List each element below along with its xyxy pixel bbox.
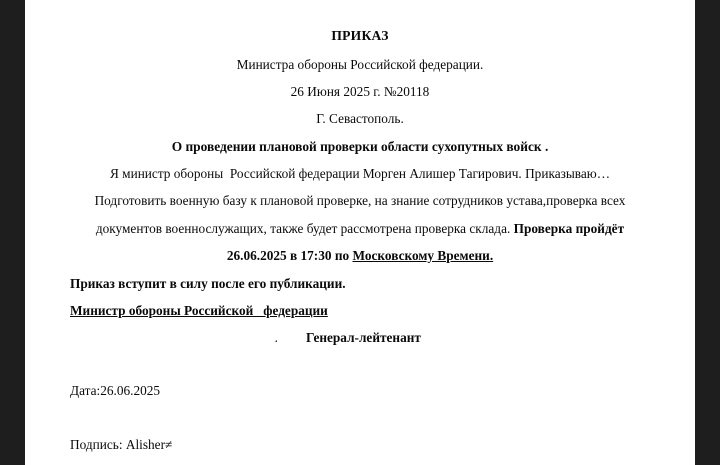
document-subject: О проведении плановой проверки области сухопутных войск . [171,139,549,154]
document-effective-clause: Приказ вступит в силу после его публикации. [70,276,346,291]
minister-signature-title: Министр обороны Российской федерации [70,303,328,318]
document-title: ПРИКАЗ [331,28,389,43]
document-date-field: Дата:26.06.2025 [70,383,161,398]
signatory-rank: Генерал-лейтенант [306,330,421,345]
document-subtitle: Министра обороны Российской федерации. [236,57,484,72]
document-intro-paragraph: Я министр обороны Российской федерации Морген Алишер Тагирович. Приказываю… [109,166,611,181]
document-inspection-time [25,248,695,263]
document-signature-field: Подпись: Alisher≠ [70,437,173,452]
inspection-time-bold-text: 26.06.2025 в 17:30 по [226,248,353,263]
letterbox-bar-left [0,0,25,465]
document-number-date: 26 Июня 2025 г. №20118 [290,84,430,99]
document-body-line-2 [25,221,695,236]
document-page [25,0,695,465]
document-city: Г. Севастополь. [316,111,404,126]
document-body-line-1: Подготовить военную базу к плановой проверке, на знание сотрудников устава,проверка всех [94,193,626,208]
body-line-2-plain-text: документов военнослужащих, также будет рассмотрена проверка склада. [95,221,514,236]
body-line-2-bold-text: Проверка пройдёт [513,221,625,236]
rank-row [25,330,695,345]
stray-period-mark: . [274,330,278,345]
letterbox-bar-right [695,0,720,465]
inspection-time-underlined-text: Московскому Времени. [352,248,494,263]
